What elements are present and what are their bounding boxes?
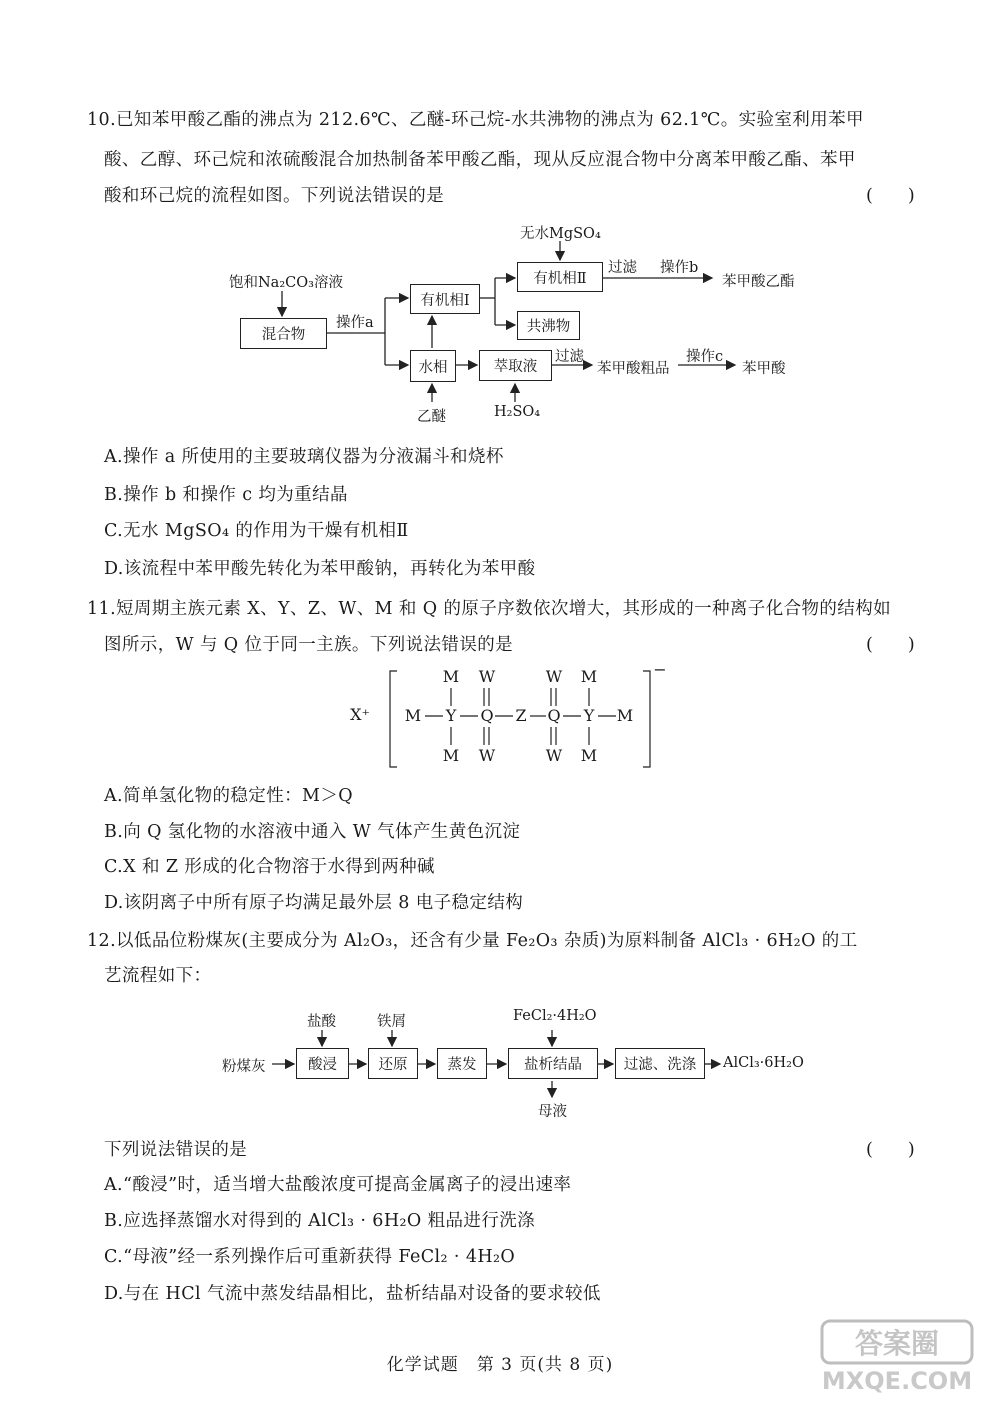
q11-atom-y: Y bbox=[583, 706, 595, 725]
q11-option-c: C.X 和 Z 形成的化合物溶于水得到两种碱 bbox=[104, 857, 435, 877]
q11-atom-m: M bbox=[616, 706, 634, 725]
svg-text:答案圈: 答案圈 bbox=[854, 1327, 940, 1360]
q11-cation-x: X⁺ bbox=[350, 705, 370, 724]
q10-stem-line-1: 10.已知苯甲酸乙酯的沸点为 212.6℃、乙醚-环己烷-水共沸物的沸点为 62.1℃。实验室利用苯甲 bbox=[87, 110, 864, 130]
q10-label-op-c: 操作c bbox=[686, 349, 724, 365]
q12-stem-line-2: 艺流程如下： bbox=[104, 966, 212, 986]
q11-stem-line-1: 11.短周期主族元素 X、Y、Z、W、M 和 Q 的原子序数依次增大，其形成的一种离子化合物的结构如 bbox=[87, 599, 892, 619]
q11-option-b: B.向 Q 氢化物的水溶液中通入 W 气体产生黄色沉淀 bbox=[104, 822, 521, 842]
q10-label-filter-2: 过滤 bbox=[555, 349, 584, 365]
q10-label-filter-1: 过滤 bbox=[608, 260, 637, 276]
q11-answer-bracket: ( ) bbox=[866, 635, 915, 655]
q11-anion-charge: − bbox=[653, 660, 667, 679]
page-footer: 化学试题 第 3 页(共 8 页) bbox=[386, 1355, 614, 1375]
q10-reagent-ether: 乙醚 bbox=[417, 409, 446, 425]
q12-reagent-hcl: 盐酸 bbox=[307, 1014, 336, 1030]
q10-option-b: B.操作 b 和操作 c 均为重结晶 bbox=[104, 485, 348, 505]
q11-atom-m: M bbox=[404, 706, 422, 725]
q10-reagent-na2co3: 饱和Na₂CO₃溶液 bbox=[229, 275, 343, 291]
q10-stem-line-2: 酸、乙醇、环己烷和浓硫酸混合加热制备苯甲酸乙酯，现从反应混合物中分离苯甲酸乙酯、苯甲 bbox=[104, 150, 856, 170]
q12-option-d: D.与在 HCl 气流中蒸发结晶相比，盐析结晶对设备的要求较低 bbox=[104, 1284, 601, 1304]
q10-box-azeotrope: 共沸物 bbox=[517, 311, 580, 340]
q10-reagent-h2so4: H₂SO₄ bbox=[494, 404, 541, 420]
q12-box-acid-leach: 酸浸 bbox=[296, 1048, 349, 1079]
q11-atom-w: W bbox=[545, 746, 563, 765]
q10-label-op-a: 操作a bbox=[336, 315, 374, 331]
q12-option-c: C.“母液”经一系列操作后可重新获得 FeCl₂ · 4H₂O bbox=[104, 1247, 516, 1267]
q10-box-mixture: 混合物 bbox=[240, 318, 327, 349]
q11-option-a: A.简单氢化物的稳定性：M＞Q bbox=[104, 786, 353, 806]
q12-box-reduction: 还原 bbox=[368, 1048, 418, 1079]
q11-atom-w: W bbox=[478, 667, 496, 686]
q11-option-d: D.该阴离子中所有原子均满足最外层 8 电子稳定结构 bbox=[104, 893, 524, 913]
q12-mother-liquor: 母液 bbox=[538, 1104, 567, 1120]
q11-atom-m: M bbox=[580, 746, 598, 765]
watermark-logo bbox=[800, 1317, 990, 1397]
q10-option-a: A.操作 a 所使用的主要玻璃仪器为分液漏斗和烧杯 bbox=[104, 447, 504, 467]
q12-box-evaporation: 蒸发 bbox=[437, 1048, 487, 1079]
q10-stem-line-3: 酸和环己烷的流程如图。下列说法错误的是 bbox=[104, 186, 445, 206]
q12-reagent-fecl2: FeCl₂·4H₂O bbox=[513, 1008, 597, 1024]
q11-atom-z: Z bbox=[515, 706, 527, 725]
q11-atom-m: M bbox=[442, 746, 460, 765]
q10-product-benzoic-acid: 苯甲酸 bbox=[742, 361, 786, 377]
q11-stem-line-2: 图所示，W 与 Q 位于同一主族。下列说法错误的是 bbox=[104, 635, 514, 655]
q12-start-fly-ash: 粉煤灰 bbox=[222, 1059, 266, 1075]
q12-box-filter-wash: 过滤、洗涤 bbox=[615, 1048, 705, 1079]
q11-atom-w: W bbox=[478, 746, 496, 765]
q10-reagent-mgso4: 无水MgSO₄ bbox=[520, 226, 601, 242]
q10-box-organic-2: 有机相Ⅱ bbox=[517, 262, 603, 292]
q12-option-b: B.应选择蒸馏水对得到的 AlCl₃ · 6H₂O 粗品进行洗涤 bbox=[104, 1211, 536, 1231]
q11-atom-q: Q bbox=[480, 706, 494, 725]
q10-box-aqueous: 水相 bbox=[410, 350, 456, 382]
q11-atom-w: W bbox=[545, 667, 563, 686]
q10-option-d: D.该流程中苯甲酸先转化为苯甲酸钠，再转化为苯甲酸 bbox=[104, 559, 536, 579]
q10-crude-benzoic-acid: 苯甲酸粗品 bbox=[597, 361, 670, 377]
q12-option-a: A.“酸浸”时，适当增大盐酸浓度可提高金属离子的浸出速率 bbox=[104, 1175, 572, 1195]
q10-product-ester: 苯甲酸乙酯 bbox=[722, 274, 795, 290]
q12-answer-bracket: ( ) bbox=[866, 1140, 915, 1160]
q11-atom-q: Q bbox=[547, 706, 561, 725]
q11-atom-m: M bbox=[442, 667, 460, 686]
q12-product: AlCl₃·6H₂O bbox=[723, 1055, 804, 1071]
q10-box-extract: 萃取液 bbox=[479, 350, 552, 381]
q10-option-c: C.无水 MgSO₄ 的作用为干燥有机相Ⅱ bbox=[104, 521, 409, 541]
q10-answer-bracket: ( ) bbox=[866, 186, 915, 206]
q12-reagent-iron: 铁屑 bbox=[377, 1014, 406, 1030]
svg-text:MXQE.COM: MXQE.COM bbox=[821, 1367, 973, 1395]
q11-atom-y: Y bbox=[445, 706, 457, 725]
q12-box-salting-out: 盐析结晶 bbox=[508, 1048, 598, 1079]
q10-label-op-b: 操作b bbox=[660, 260, 699, 276]
watermark-graphic bbox=[800, 1317, 990, 1397]
q12-stem-line-1: 12.以低品位粉煤灰(主要成分为 Al₂O₃，还含有少量 Fe₂O₃ 杂质)为原料制备 AlCl₃ · 6H₂O 的工 bbox=[87, 931, 858, 951]
q11-atom-m: M bbox=[580, 667, 598, 686]
q12-question: 下列说法错误的是 bbox=[104, 1140, 248, 1160]
q10-box-organic-1: 有机相Ⅰ bbox=[410, 284, 480, 314]
